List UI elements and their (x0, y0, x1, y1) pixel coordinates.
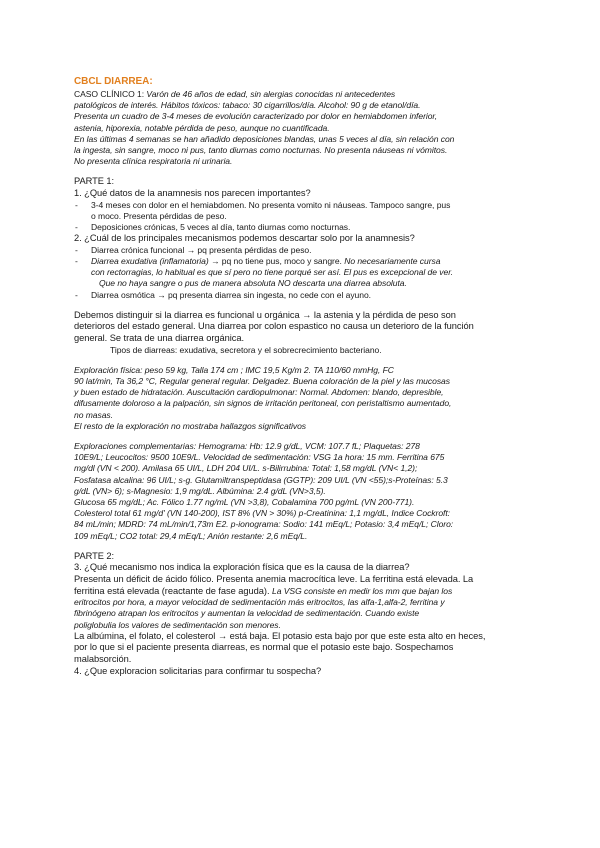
complementary-exploration: Exploraciones complementarias: Hemograma: Hb: 12.9 g/dL, VCM: 107.7 fL; Plaquetas: 278 10E9/L; Leucocitos: 9500 10E9/L. Velocidad de sedimentación: VSG 1a hora: 15 mm. Ferritina 675 mg/dl (VN < 200). Amilasa 65 UI/L, LDH 204 UI/L. s-Bilirrubina: Total: 1,58 mg/dL (VN< 1,2); Fosfatasa alcalina: 96 UI/L; s-g. Glutamiltranspeptidasa (GGTP): 209 UI/L (VN <55);s-Proteínas: 5.3 g/dL (VN> 6); s-Magnesio: 1,9 mg/dL. Albúmina: 2.4 g/dL (VN>3,5). Glucosa 65 mg/dL; Ac. Fólico 1.77 ng/mL (VN >3,8), Cobalamina 700 pg/mL (VN 200-771). Colesterol total 61 mg/d' (VN 140-200), IST 8% (VN > 30%) p-Creatinina: 1,1 mg/dL, Indice Cockroft: 84 mL/min; MDRD: 74 mL/min/1,73m E2. p-ionograma: Sodio: 141 mEq/L; Potasio: 3,4 mEq/L; Cloro: 109 mEq/L; CO2 total: 29,4 mEq/L; Anión restante: 2,6 mEq/L. (74, 441, 454, 541)
list-item: - Diarrea osmótica → pq presenta diarrea sin ingesta, no cede con el ayuno. (75, 289, 371, 300)
case-line: la ingesta, sin sangre, moco ni pus, tanto diurnas como nocturnas. No presenta náuseas ni vómitos. (74, 145, 448, 156)
question-4: 4. ¿Que exploracion solicitarias para confirmar tu sospecha? (74, 665, 322, 676)
part2-section: PARTE 2: 3. ¿Qué mecanismo nos indica la exploración física que es la causa de la diarrea? Presenta un déficit de ácido fólico. Presenta anemia macrocítica leve. La ferritina está elevada. La ferritina está elevada (reactante de fase aguda). La VSG consiste en medir los mm que bajan los eritrocitos por hora, a mayor velocidad de sedimentación más eritrocitos, las alfa-1,alfa-2, ferritina y fibrinógeno atrapan los eritrocitos y aumentan la velocidad de sedimentación. Cuando existe poliglobulia los valores de sedimentación son menores. La albúmina, el folato, el colesterol → está baja. El potasio esta bajo por que este esta alto en heces, por lo que si el paciente presenta diarreas, es normal que el potasio este bajo. Sospechamos malabsorción. 4. ¿Que exploracion solicitarias para confirmar tu sospecha? (74, 551, 536, 677)
list-item: - Diarrea exudativa (inflamatoria) → pq no tiene pus, moco y sangre. No necesariamente cursa con rectorragias, lo habitual es que sí pero no tiene porqué ser así. El pus es excepcional de ver. Que no haya sangre o pus de manera absoluta NO descarta una diarrea absoluta. (75, 256, 453, 289)
case-line: Varón de 46 años de edad, sin alergias conocidas ni antecedentes (146, 89, 396, 99)
case-label: CASO CLÍNICO 1: (74, 89, 145, 99)
list-item: - 3-4 meses con dolor en el hemiabdomen. No presenta vomito ni náuseas. Tampoco sangre, pus o moco. Presenta pérdidas de peso. (75, 199, 451, 221)
question-2: 2. ¿Cuál de los principales mecanismos podemos descartar solo por la anamnesis? (74, 233, 415, 244)
list-item: - Diarrea crónica funcional → pq presenta pérdidas de peso. (75, 244, 312, 255)
physical-exploration: Exploración física: peso 59 kg, Talla 174 cm ; IMC 19,5 Kg/m 2. TA 110/60 mmHg, FC 90 lat/min, Ta 36,2 °C, Regular general regular. Delgadez. Buena coloración de la piel y las mucosas y buen estado de hidratación. Auscultación cardiopulmonar: Normal. Abdomen: blando, depresible, difusamente doloroso a la palpación, sin signos de irritación peritoneal, con peristaltismo aumentado, no masas. El resto de la exploración no mostraba hallazgos significativos (74, 364, 452, 431)
diarrhea-types: Tipos de diarreas: exudativa, secretora y el sobrecrecimiento bacteriano. (110, 344, 382, 355)
document-page (74, 76, 536, 677)
document-title: CBCL DIARREA: (74, 76, 153, 87)
case-line: Presenta un cuadro de 3-4 meses de evolución caracterizado por dolor en hemiabdomen inferior, (74, 111, 438, 122)
list-item: - Deposiciones crónicas, 5 veces al día, tanto diurnas como nocturnas. (75, 222, 351, 233)
part1-section (74, 176, 536, 355)
question-3: 3. ¿Qué mecanismo nos indica la exploración física que es la causa de la diarrea? (74, 562, 410, 573)
part2-heading: PARTE 2: (74, 550, 115, 561)
case-line: En las últimas 4 semanas se han añadido deposiciones blandas, unas 5 veces al día, sin relación con (74, 133, 455, 144)
case-line: patológicos de interés. Hábitos tóxicos: tabaco: 30 cigarrillos/día. Alcohol: 90 g de etanol/día. (74, 100, 421, 111)
case-line: astenia, hiporexia, notable pérdida de peso, aunque no cuantificada. (74, 122, 330, 133)
question-1: 1. ¿Qué datos de la anamnesis nos parecen importantes? (74, 188, 311, 199)
case-line: No presenta clínica respiratoria ni urinaria. (74, 156, 233, 167)
case-description (74, 89, 536, 167)
functional-organic-paragraph: Debemos distinguir si la diarrea es funcional u orgánica → la astenia y la pérdida de peso son deterioros del estado general. Una diarrea por colon espastico no causa un deterioro de la función general. Se trata de una diarrea orgánica. (74, 309, 474, 344)
part1-heading: PARTE 1: (74, 176, 115, 187)
